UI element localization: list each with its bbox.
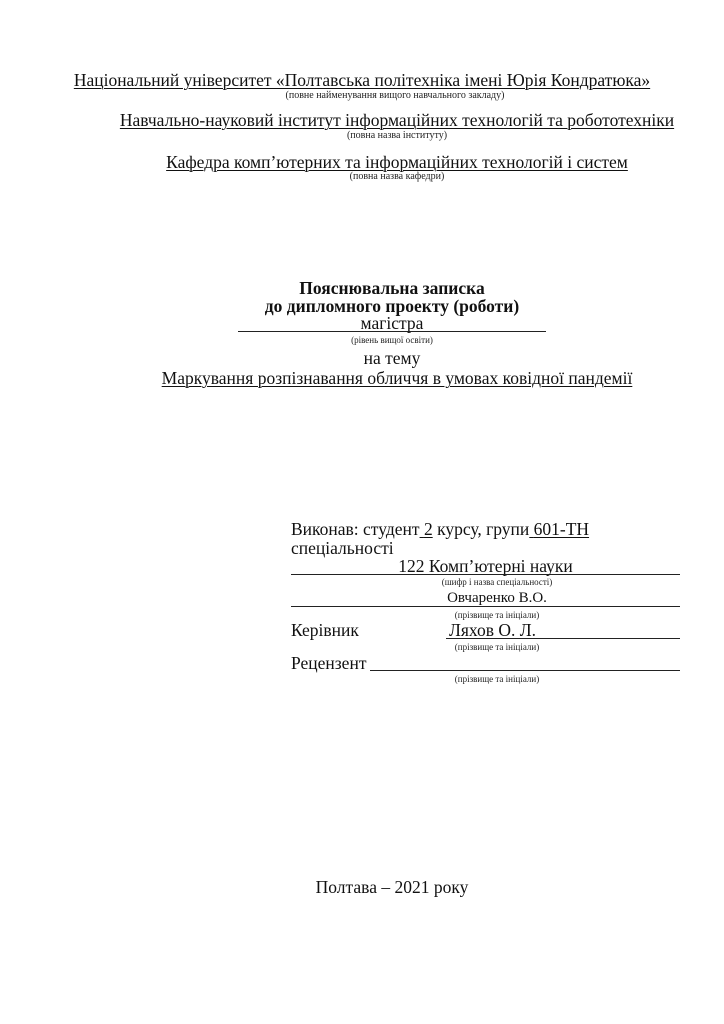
group-value: 601-ТН bbox=[533, 519, 590, 539]
city-year: Полтава – 2021 року bbox=[315, 877, 469, 897]
document-title: Пояснювальна записка bbox=[299, 278, 485, 298]
student-caption: (прізвище та ініціали) bbox=[454, 610, 540, 620]
specialty-value: 122 Комп’ютерні науки bbox=[398, 556, 573, 576]
degree-underline bbox=[238, 331, 546, 332]
on-topic-label: на тему bbox=[363, 348, 421, 368]
department-name-text: Кафедра комп’ютерних та інформаційних технологій і систем bbox=[166, 152, 628, 172]
student-underline bbox=[291, 606, 680, 607]
performed-by-line bbox=[291, 519, 589, 539]
topic-text: Маркування розпізнавання обличчя в умовах ковідної пандемії bbox=[161, 368, 633, 388]
institute-name bbox=[0, 110, 724, 130]
performed-label: Виконав: студент bbox=[291, 519, 420, 539]
supervisor-caption: (прізвище та ініціали) bbox=[454, 642, 540, 652]
supervisor-name: Ляхов О. Л. bbox=[449, 620, 537, 640]
specialty-label: спеціальності bbox=[291, 538, 394, 558]
student-name: Овчаренко В.О. bbox=[447, 590, 547, 606]
specialty-underline bbox=[291, 574, 680, 575]
institute-caption: (повна назва інституту) bbox=[346, 130, 448, 141]
supervisor-underline bbox=[446, 638, 680, 639]
topic bbox=[0, 368, 724, 388]
specialty-caption: (шифр і назва спеціальності) bbox=[441, 577, 553, 587]
document-subtitle: до дипломного проекту (роботи) bbox=[264, 296, 520, 316]
university-name-text: Національний університет «Полтавська політехніка імені Юрія Кондратюка» bbox=[73, 70, 651, 90]
university-name bbox=[0, 70, 724, 90]
university-caption: (повне найменування вищого навчального закладу) bbox=[285, 90, 505, 101]
department-name bbox=[0, 152, 724, 172]
course-label: курсу, групи bbox=[437, 519, 530, 539]
department-caption: (повна назва кафедри) bbox=[349, 171, 445, 182]
institute-name-text: Навчально-науковий інститут інформаційних технологій та робототехніки bbox=[119, 110, 675, 130]
reviewer-label: Рецензент bbox=[291, 653, 367, 673]
reviewer-caption: (прізвище та ініціали) bbox=[454, 674, 540, 684]
reviewer-underline bbox=[370, 670, 680, 671]
course-value: 2 bbox=[423, 519, 433, 539]
supervisor-label: Керівник bbox=[291, 620, 359, 640]
degree-caption: (рівень вищої освіти) bbox=[351, 335, 433, 345]
degree-value: магістра bbox=[360, 313, 424, 333]
